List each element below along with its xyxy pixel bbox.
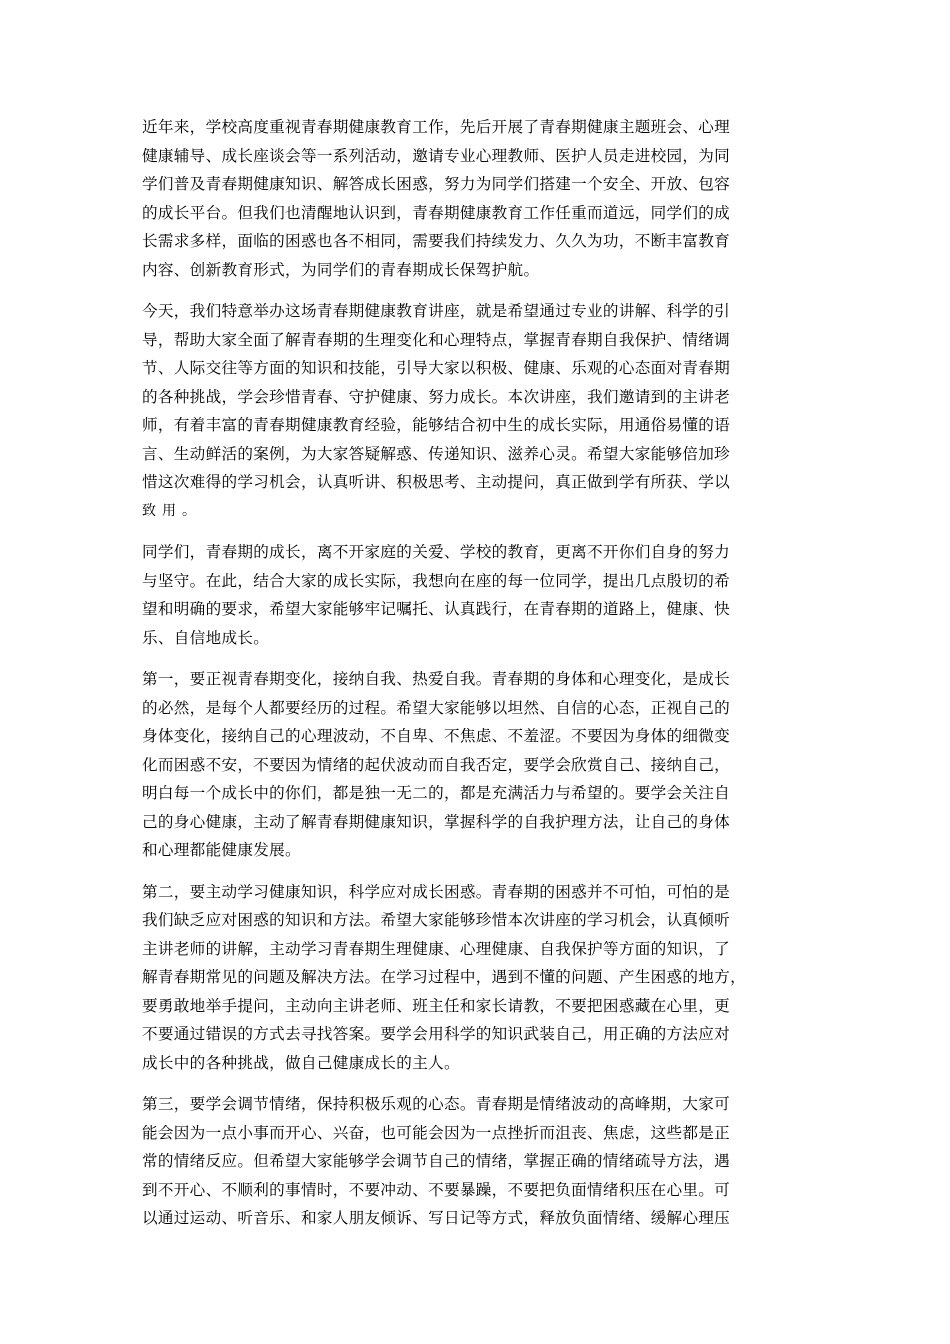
paragraph-intro — [142, 113, 812, 284]
text-line: 长需求多样，面临的困惑也各不相同，需要我们持续发力、久久为功，不断丰富教育 — [142, 232, 731, 250]
text-line: 惜这次难得的学习机会，认真听讲、积极思考、主动提问，真正做到学有所获、学以 — [142, 473, 731, 491]
text-line: 同学们，青春期的成长，离不开家庭的关爱、学校的教育，更离不开你们自身的努力 — [142, 543, 731, 561]
text-line: 致用。 — [142, 502, 202, 519]
text-line: 不要通过错误的方式去寻找答案。要学会用科学的知识武装自己，用正确的方法应对 — [142, 1025, 731, 1043]
text-line: 己的身心健康，主动了解青春期健康知识，掌握科学的自我护理方法，让自己的身体 — [142, 812, 731, 831]
text-line: 健康辅导、成长座谈会等一系列活动，邀请专业心理教师、医护人员走进校园，为同 — [142, 146, 731, 165]
text-line: 明白每一个成长中的你们，都是独一无二的，都是充满活力与希望的。要学会关注自 — [142, 784, 731, 802]
text-line: 化而困惑不安，不要因为情绪的起伏波动而自我否定，要学会欣赏自己、接纳自己， — [142, 755, 731, 774]
text-line: 节、人际交往等方面的知识和技能，引导大家以积极、健康、乐观的心态面对青春期 — [142, 359, 731, 377]
text-line: 第三，要学会调节情绪，保持积极乐观的心态。青春期是情绪波动的高峰期，大家可 — [142, 1095, 731, 1113]
text-line: 与坚守。在此，结合大家的成长实际，我想向在座的每一位同学，提出几点殷切的希 — [142, 571, 731, 590]
paragraph-second-point — [142, 878, 812, 1078]
text-line: 和心理都能健康发展。 — [142, 841, 301, 859]
text-line: 到不开心、不顺利的事情时，不要冲动、不要暴躁，不要把负面情绪积压在心里。可 — [142, 1180, 731, 1199]
text-line: 导，帮助大家全面了解青春期的生理变化和心理特点，掌握青春期自我保护、情绪调 — [142, 330, 731, 349]
text-line: 乐、自信地成长。 — [142, 628, 270, 647]
text-line: 言、生动鲜活的案例，为大家答疑解惑、传递知识、滋养心灵。希望大家能够倍加珍 — [142, 444, 731, 463]
text-line: 我们缺乏应对困惑的知识和方法。希望大家能够珍惜本次讲座的学习机会，认真倾听 — [142, 911, 731, 929]
text-line: 的必然，是每个人都要经历的过程。希望大家能够以坦然、自信的心态，正视自己的 — [142, 698, 731, 717]
text-line: 师，有着丰富的青春期健康教育经验，能够结合初中生的成长实际，用通俗易懂的语 — [142, 416, 731, 434]
text-line: 要勇敢地举手提问，主动向主讲老师、班主任和家长请教，不要把困惑藏在心里，更 — [142, 996, 731, 1015]
text-line: 第一，要正视青春期变化，接纳自我、热爱自我。青春期的身体和心理变化，是成长 — [142, 670, 731, 688]
text-line: 主讲老师的讲解，主动学习青春期生理健康、心理健康、自我保护等方面的知识，了 — [142, 939, 731, 958]
text-line: 身体变化，接纳自己的心理波动，不自卑、不焦虑、不羞涩。不要因为身体的细微变 — [142, 727, 731, 745]
text-line: 以通过运动、听音乐、和家人朋友倾诉、写日记等方式，释放负面情绪、缓解心理压 — [142, 1209, 731, 1227]
paragraph-first-point — [142, 665, 812, 865]
text-line: 第二，要主动学习健康知识，科学应对成长困惑。青春期的困惑并不可怕，可怕的是 — [142, 882, 731, 901]
paragraph-third-point — [142, 1090, 812, 1233]
text-line: 的各种挑战，学会珍惜青春、守护健康、努力成长。本次讲座，我们邀请到的主讲老 — [142, 387, 731, 406]
text-line: 今天，我们特意举办这场青春期健康教育讲座，就是希望通过专业的讲解、科学的引 — [142, 302, 731, 320]
text-line: 成长中的各种挑战，做自己健康成长的主人。 — [142, 1053, 460, 1072]
text-line: 能会因为一点小事而开心、兴奋，也可能会因为一点挫折而沮丧、焦虑，这些都是正 — [142, 1123, 731, 1142]
paragraph-students — [142, 538, 812, 652]
paragraph-lecture — [142, 297, 812, 525]
document-body — [142, 113, 812, 1246]
text-line: 解青春期常见的问题及解决方法。在学习过程中，遇到不懂的问题、产生困惑的地方， — [142, 968, 746, 986]
text-line: 常的情绪反应。但希望大家能够学会调节自己的情绪，掌握正确的情绪疏导方法，遇 — [142, 1152, 731, 1170]
text-line: 望和明确的要求，希望大家能够牢记嘱托、认真践行，在青春期的道路上，健康、快 — [142, 600, 731, 618]
text-line: 内容、创新教育形式，为同学们的青春期成长保驾护航。 — [142, 260, 540, 279]
text-line: 的成长平台。但我们也清醒地认识到，青春期健康教育工作任重而道远，同学们的成 — [142, 203, 731, 222]
text-line: 学们普及青春期健康知识、解答成长困惑，努力为同学们搭建一个安全、开放、包容 — [142, 175, 731, 193]
text-line: 近年来，学校高度重视青春期健康教育工作，先后开展了青春期健康主题班会、心理 — [142, 118, 731, 136]
